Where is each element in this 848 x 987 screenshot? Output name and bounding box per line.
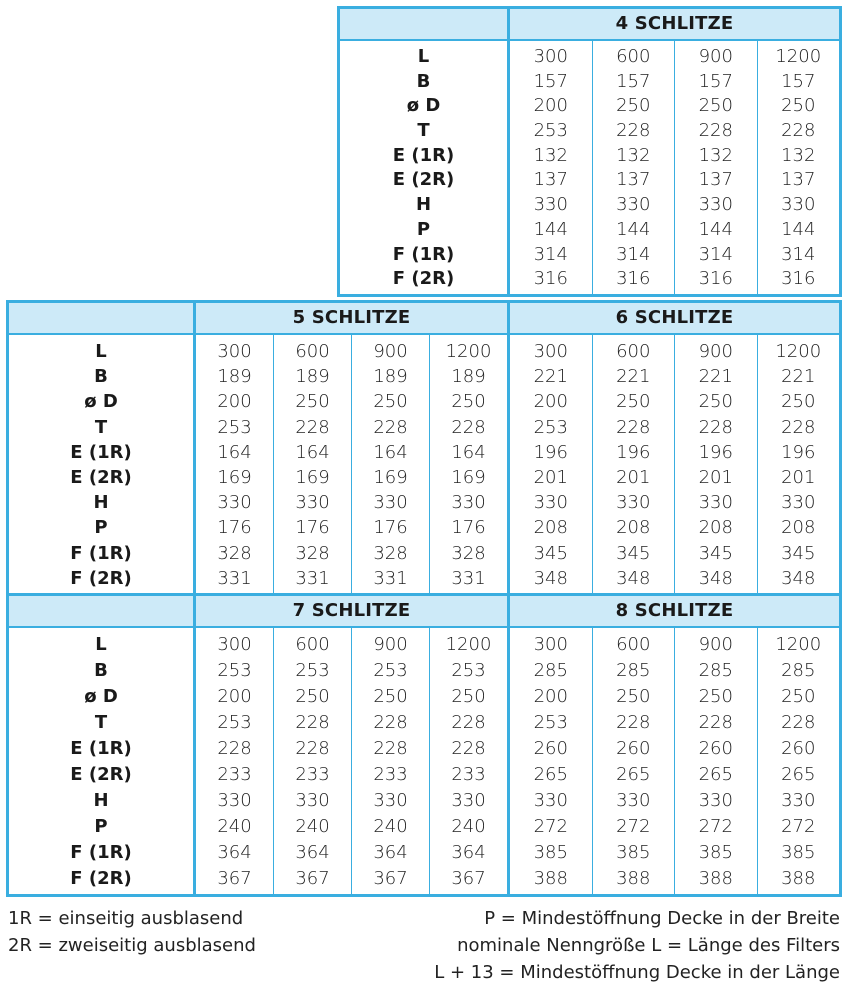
table-cell: 250 <box>698 391 733 413</box>
table-cell: 228 <box>373 712 408 733</box>
table-cell: 330 <box>533 790 568 811</box>
table-cell: 164 <box>217 441 252 463</box>
table-cell: 189 <box>451 366 486 388</box>
table-cell: 330 <box>217 492 252 514</box>
table-cell: 348 <box>533 567 568 589</box>
row-label: F (1R) <box>70 842 132 863</box>
table-cell: 253 <box>295 660 330 681</box>
table-cell: 157 <box>781 70 816 92</box>
table-cell: 228 <box>451 712 486 733</box>
row-label: F (2R) <box>70 567 132 589</box>
table-cell: 228 <box>781 120 816 142</box>
table-cell: 272 <box>781 816 816 837</box>
table-cell: 208 <box>616 517 651 539</box>
table-cell: 132 <box>616 144 651 166</box>
table-cell: 176 <box>373 517 408 539</box>
table-cell: 330 <box>698 790 733 811</box>
table-cell: 233 <box>373 764 408 785</box>
row-label: L <box>95 634 107 655</box>
table-column <box>430 628 507 894</box>
table-column <box>352 335 430 593</box>
table-cell: 285 <box>781 660 816 681</box>
table-cell: 233 <box>451 764 486 785</box>
table-cell: 144 <box>533 218 568 240</box>
table-cell: 200 <box>533 391 568 413</box>
row-label: P <box>94 816 108 837</box>
table-cell: 345 <box>781 542 816 564</box>
table-cell: 132 <box>698 144 733 166</box>
table-cell: 253 <box>373 660 408 681</box>
row-label: E (1R) <box>70 738 132 759</box>
table-cell: 228 <box>616 712 651 733</box>
row-label: E (2R) <box>70 764 132 785</box>
table-cell: 240 <box>295 816 330 837</box>
notes-left <box>8 905 256 959</box>
table-cell: 260 <box>698 738 733 759</box>
table-cell: 330 <box>451 790 486 811</box>
table-cell: 228 <box>781 712 816 733</box>
table-cell: 285 <box>616 660 651 681</box>
notes-right <box>434 905 840 986</box>
table-cell: 250 <box>373 391 408 413</box>
table-cell: 176 <box>295 517 330 539</box>
table-cell: 328 <box>451 542 486 564</box>
table-cell: 316 <box>781 268 816 290</box>
row-label: F (2R) <box>392 268 455 290</box>
table-cell: 250 <box>616 391 651 413</box>
table-cell: 253 <box>217 416 252 438</box>
table-cell: 328 <box>217 542 252 564</box>
table-cell: 900 <box>373 341 408 362</box>
row-label: L <box>95 341 107 362</box>
table-cell: 250 <box>781 95 816 117</box>
table-column <box>274 628 352 894</box>
table-6-schlitze <box>507 300 842 596</box>
table-cell: 388 <box>616 868 651 889</box>
table-cell: 316 <box>698 268 733 290</box>
labels-header-spacer <box>9 596 193 628</box>
table-cell: 600 <box>616 46 651 67</box>
row-label: P <box>94 517 108 539</box>
note-2r: 2R = zweiseitig ausblasend <box>8 935 256 956</box>
table-cell: 330 <box>781 492 816 514</box>
table-cell: 316 <box>616 268 651 290</box>
table-cell: 388 <box>698 868 733 889</box>
table-cell: 221 <box>698 366 733 388</box>
table-columns <box>196 628 507 894</box>
table-cell: 364 <box>373 842 408 863</box>
table-cell: 385 <box>698 842 733 863</box>
table-cell: 189 <box>373 366 408 388</box>
table-column <box>430 335 507 593</box>
table-cell: 228 <box>451 416 486 438</box>
table-cell: 364 <box>295 842 330 863</box>
row-label: T <box>94 712 108 733</box>
table-cell: 240 <box>217 816 252 837</box>
table-cell: 253 <box>451 660 486 681</box>
table-cell: 330 <box>533 492 568 514</box>
table-cell: 1200 <box>775 341 822 362</box>
table-cell: 137 <box>698 169 733 191</box>
table-column <box>510 41 593 294</box>
table-cell: 250 <box>295 686 330 707</box>
row-label: T <box>417 120 430 142</box>
table-cell: 367 <box>451 868 486 889</box>
table-8-schlitze <box>507 593 842 897</box>
table-cell: 253 <box>533 712 568 733</box>
table-4-schlitze <box>507 6 842 297</box>
table-cell: 250 <box>451 686 486 707</box>
table-cell: 228 <box>295 416 330 438</box>
table-cell: 367 <box>373 868 408 889</box>
labels-block-middle <box>6 300 196 596</box>
table-column <box>758 628 840 894</box>
table-columns <box>510 41 839 294</box>
table-cell: 385 <box>616 842 651 863</box>
table-cell: 221 <box>781 366 816 388</box>
table-title: 7 SCHLITZE <box>196 596 507 628</box>
table-column <box>675 628 758 894</box>
row-label: T <box>94 416 108 438</box>
table-cell: 260 <box>781 738 816 759</box>
row-label: ø D <box>84 391 118 413</box>
table-column <box>675 335 758 593</box>
table-cell: 260 <box>616 738 651 759</box>
table-cell: 144 <box>616 218 651 240</box>
table-cell: 250 <box>781 391 816 413</box>
table-cell: 388 <box>781 868 816 889</box>
table-cell: 250 <box>698 686 733 707</box>
table-cell: 137 <box>616 169 651 191</box>
table-cell: 300 <box>217 341 252 362</box>
table-cell: 330 <box>616 492 651 514</box>
table-cell: 300 <box>217 634 252 655</box>
table-cell: 228 <box>698 416 733 438</box>
table-cell: 364 <box>451 842 486 863</box>
table-cell: 164 <box>451 441 486 463</box>
row-label: L <box>417 46 430 67</box>
labels-header-spacer <box>340 9 507 41</box>
table-cell: 200 <box>533 686 568 707</box>
table-cell: 250 <box>295 391 330 413</box>
table-columns <box>196 335 507 593</box>
table-cell: 300 <box>533 634 568 655</box>
table-cell: 1200 <box>775 46 822 67</box>
table-cell: 228 <box>616 416 651 438</box>
table-columns <box>510 628 839 894</box>
table-cell: 330 <box>451 492 486 514</box>
labels-block-bottom <box>6 593 196 897</box>
table-cell: 221 <box>533 366 568 388</box>
table-column <box>758 41 840 294</box>
table-cell: 272 <box>533 816 568 837</box>
table-cell: 132 <box>533 144 568 166</box>
table-cell: 201 <box>533 466 568 488</box>
table-cell: 228 <box>451 738 486 759</box>
note-p: P = Mindestöffnung Decke in der Breite <box>484 908 840 929</box>
table-columns <box>510 335 839 593</box>
table-cell: 385 <box>533 842 568 863</box>
table-cell: 157 <box>698 70 733 92</box>
table-cell: 330 <box>616 790 651 811</box>
table-cell: 228 <box>373 416 408 438</box>
table-cell: 208 <box>781 517 816 539</box>
table-cell: 328 <box>295 542 330 564</box>
table-cell: 600 <box>616 634 651 655</box>
row-label: H <box>93 492 109 514</box>
table-title: 4 SCHLITZE <box>510 9 839 41</box>
table-cell: 169 <box>373 466 408 488</box>
table-cell: 164 <box>373 441 408 463</box>
row-label: F (1R) <box>70 542 132 564</box>
table-cell: 208 <box>533 517 568 539</box>
row-label: B <box>94 366 108 388</box>
table-cell: 196 <box>616 441 651 463</box>
table-cell: 228 <box>295 738 330 759</box>
row-label: E (1R) <box>70 441 132 463</box>
table-cell: 314 <box>698 243 733 265</box>
table-cell: 314 <box>616 243 651 265</box>
table-cell: 228 <box>373 738 408 759</box>
table-cell: 144 <box>781 218 816 240</box>
table-cell: 240 <box>451 816 486 837</box>
row-label: P <box>416 218 431 240</box>
table-cell: 331 <box>451 567 486 589</box>
table-cell: 314 <box>533 243 568 265</box>
table-cell: 331 <box>373 567 408 589</box>
table-cell: 201 <box>616 466 651 488</box>
table-cell: 189 <box>295 366 330 388</box>
table-cell: 250 <box>616 686 651 707</box>
table-cell: 1200 <box>445 341 492 362</box>
table-cell: 250 <box>698 95 733 117</box>
table-cell: 330 <box>781 790 816 811</box>
table-cell: 250 <box>616 95 651 117</box>
table-cell: 600 <box>616 341 651 362</box>
table-cell: 201 <box>781 466 816 488</box>
row-label: E (2R) <box>392 169 455 191</box>
row-label: ø D <box>406 95 441 117</box>
table-cell: 330 <box>373 492 408 514</box>
note-nominal: nominale Nenngröße L = Länge des Filters <box>457 935 840 956</box>
table-column <box>274 335 352 593</box>
table-cell: 228 <box>698 120 733 142</box>
table-cell: 900 <box>373 634 408 655</box>
table-cell: 221 <box>616 366 651 388</box>
table-cell: 169 <box>217 466 252 488</box>
table-cell: 137 <box>533 169 568 191</box>
table-cell: 900 <box>698 341 733 362</box>
table-column <box>758 335 840 593</box>
table-cell: 600 <box>295 341 330 362</box>
table-cell: 300 <box>533 341 568 362</box>
table-cell: 330 <box>698 194 733 216</box>
table-cell: 200 <box>533 95 568 117</box>
table-column <box>352 628 430 894</box>
row-label: E (1R) <box>392 144 455 166</box>
table-5-schlitze <box>193 300 510 596</box>
table-cell: 330 <box>533 194 568 216</box>
table-column <box>196 335 274 593</box>
table-cell: 253 <box>533 120 568 142</box>
table-cell: 300 <box>533 46 568 67</box>
table-cell: 367 <box>217 868 252 889</box>
table-cell: 250 <box>781 686 816 707</box>
note-l13: L + 13 = Mindestöffnung Decke in der Länge <box>434 962 840 983</box>
table-7-schlitze <box>193 593 510 897</box>
table-cell: 169 <box>295 466 330 488</box>
row-labels <box>9 628 193 894</box>
row-label: B <box>416 70 431 92</box>
table-cell: 265 <box>781 764 816 785</box>
table-cell: 200 <box>217 686 252 707</box>
row-label: H <box>415 194 432 216</box>
table-cell: 900 <box>698 634 733 655</box>
table-cell: 900 <box>698 46 733 67</box>
row-labels <box>340 41 507 294</box>
table-cell: 265 <box>698 764 733 785</box>
table-cell: 330 <box>295 790 330 811</box>
table-column <box>593 41 676 294</box>
note-1r: 1R = einseitig ausblasend <box>8 908 244 929</box>
labels-block-top <box>337 6 510 297</box>
table-cell: 200 <box>217 391 252 413</box>
table-cell: 228 <box>698 712 733 733</box>
table-cell: 600 <box>295 634 330 655</box>
table-cell: 208 <box>698 517 733 539</box>
table-cell: 176 <box>451 517 486 539</box>
row-label: F (2R) <box>70 868 132 889</box>
table-cell: 316 <box>533 268 568 290</box>
row-labels <box>9 335 193 593</box>
table-cell: 1200 <box>445 634 492 655</box>
table-cell: 169 <box>451 466 486 488</box>
table-cell: 144 <box>698 218 733 240</box>
table-title: 5 SCHLITZE <box>196 303 507 335</box>
table-cell: 196 <box>533 441 568 463</box>
row-label: E (2R) <box>70 466 132 488</box>
table-cell: 228 <box>217 738 252 759</box>
table-cell: 331 <box>217 567 252 589</box>
table-cell: 345 <box>533 542 568 564</box>
table-cell: 331 <box>295 567 330 589</box>
table-cell: 388 <box>533 868 568 889</box>
table-cell: 330 <box>373 790 408 811</box>
table-cell: 385 <box>781 842 816 863</box>
table-column <box>593 628 676 894</box>
table-cell: 328 <box>373 542 408 564</box>
table-column <box>510 335 593 593</box>
table-cell: 330 <box>295 492 330 514</box>
table-cell: 157 <box>533 70 568 92</box>
table-cell: 1200 <box>775 634 822 655</box>
table-cell: 364 <box>217 842 252 863</box>
table-cell: 272 <box>616 816 651 837</box>
table-cell: 196 <box>698 441 733 463</box>
row-label: B <box>94 660 108 681</box>
table-cell: 164 <box>295 441 330 463</box>
table-cell: 253 <box>533 416 568 438</box>
table-column <box>675 41 758 294</box>
table-cell: 260 <box>533 738 568 759</box>
table-cell: 132 <box>781 144 816 166</box>
table-cell: 330 <box>698 492 733 514</box>
table-cell: 176 <box>217 517 252 539</box>
table-cell: 345 <box>698 542 733 564</box>
table-cell: 250 <box>373 686 408 707</box>
table-cell: 157 <box>616 70 651 92</box>
table-cell: 345 <box>616 542 651 564</box>
row-label: ø D <box>84 686 118 707</box>
table-cell: 272 <box>698 816 733 837</box>
labels-header-spacer <box>9 303 193 335</box>
table-cell: 367 <box>295 868 330 889</box>
table-column <box>593 335 676 593</box>
table-cell: 196 <box>781 441 816 463</box>
table-cell: 233 <box>217 764 252 785</box>
table-cell: 189 <box>217 366 252 388</box>
table-cell: 228 <box>616 120 651 142</box>
row-label: F (1R) <box>392 243 455 265</box>
table-title: 6 SCHLITZE <box>510 303 839 335</box>
table-cell: 240 <box>373 816 408 837</box>
row-label: H <box>93 790 109 811</box>
table-cell: 285 <box>533 660 568 681</box>
table-cell: 250 <box>451 391 486 413</box>
table-cell: 137 <box>781 169 816 191</box>
table-title: 8 SCHLITZE <box>510 596 839 628</box>
table-cell: 330 <box>616 194 651 216</box>
table-cell: 233 <box>295 764 330 785</box>
table-cell: 348 <box>698 567 733 589</box>
table-cell: 330 <box>781 194 816 216</box>
table-cell: 348 <box>781 567 816 589</box>
table-cell: 285 <box>698 660 733 681</box>
table-cell: 265 <box>533 764 568 785</box>
table-cell: 228 <box>781 416 816 438</box>
table-cell: 201 <box>698 466 733 488</box>
table-cell: 265 <box>616 764 651 785</box>
table-cell: 348 <box>616 567 651 589</box>
table-cell: 228 <box>295 712 330 733</box>
table-cell: 330 <box>217 790 252 811</box>
table-cell: 253 <box>217 712 252 733</box>
table-column <box>196 628 274 894</box>
table-column <box>510 628 593 894</box>
table-cell: 314 <box>781 243 816 265</box>
table-cell: 253 <box>217 660 252 681</box>
